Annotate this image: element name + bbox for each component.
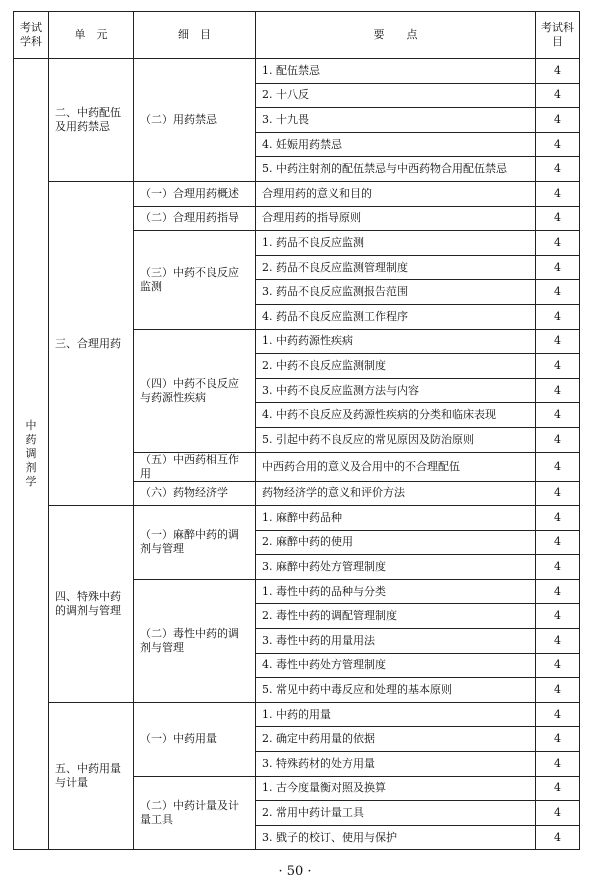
score-cell: 4 bbox=[536, 579, 580, 604]
point-cell: 5. 中药注射剂的配伍禁忌与中西药物合用配伍禁忌 bbox=[256, 157, 536, 182]
score-cell: 4 bbox=[536, 506, 580, 531]
score-cell: 4 bbox=[536, 530, 580, 555]
score-cell: 4 bbox=[536, 481, 580, 506]
score-cell: 4 bbox=[536, 132, 580, 157]
point-cell: 3. 麻醉中药处方管理制度 bbox=[256, 555, 536, 580]
score-cell: 4 bbox=[536, 231, 580, 256]
point-cell: 5. 常见中药中毒反应和处理的基本原则 bbox=[256, 678, 536, 703]
syllabus-table bbox=[13, 11, 580, 850]
point-cell: 1. 古今度量衡对照及换算 bbox=[256, 776, 536, 801]
score-cell: 4 bbox=[536, 255, 580, 280]
score-cell: 4 bbox=[536, 157, 580, 182]
score-cell: 4 bbox=[536, 206, 580, 231]
score-cell: 4 bbox=[536, 108, 580, 133]
point-cell: 合理用药的指导原则 bbox=[256, 206, 536, 231]
table-row bbox=[14, 702, 580, 727]
header-point: 要 点 bbox=[256, 12, 536, 59]
table-body bbox=[14, 59, 580, 850]
score-cell: 4 bbox=[536, 653, 580, 678]
header-unit: 单 元 bbox=[49, 12, 134, 59]
subject-cell bbox=[14, 59, 49, 850]
point-cell: 3. 戥子的校订、使用与保护 bbox=[256, 825, 536, 850]
point-cell: 3. 特殊药材的处方用量 bbox=[256, 752, 536, 777]
table-row bbox=[14, 59, 580, 84]
score-cell: 4 bbox=[536, 329, 580, 354]
point-cell: 2. 常用中药计量工具 bbox=[256, 801, 536, 826]
score-cell: 4 bbox=[536, 452, 580, 481]
score-cell: 4 bbox=[536, 304, 580, 329]
point-cell: 3. 十九畏 bbox=[256, 108, 536, 133]
point-cell: 1. 中药药源性疾病 bbox=[256, 329, 536, 354]
item-cell: （五）中西药相互作用 bbox=[134, 452, 256, 481]
subject-name: 中药调剂学 bbox=[25, 419, 37, 489]
item-cell: （一）合理用药概述 bbox=[134, 181, 256, 206]
page-number: · 50 · bbox=[278, 864, 312, 879]
point-cell: 1. 中药的用量 bbox=[256, 702, 536, 727]
point-cell: 2. 十八反 bbox=[256, 83, 536, 108]
point-cell: 5. 引起中药不良反应的常见原因及防治原则 bbox=[256, 427, 536, 452]
point-cell: 2. 毒性中药的调配管理制度 bbox=[256, 604, 536, 629]
score-cell: 4 bbox=[536, 354, 580, 379]
item-cell: （一）麻醉中药的调剂与管理 bbox=[134, 506, 256, 580]
score-cell: 4 bbox=[536, 776, 580, 801]
point-cell: 1. 毒性中药的品种与分类 bbox=[256, 579, 536, 604]
header-score: 考试科目 bbox=[536, 12, 580, 59]
point-cell: 药物经济学的意义和评价方法 bbox=[256, 481, 536, 506]
score-cell: 4 bbox=[536, 678, 580, 703]
unit-cell: 三、合理用药 bbox=[49, 181, 134, 505]
point-cell: 4. 药品不良反应监测工作程序 bbox=[256, 304, 536, 329]
item-cell: （二）中药计量及计量工具 bbox=[134, 776, 256, 850]
score-cell: 4 bbox=[536, 629, 580, 654]
header-item: 细 目 bbox=[134, 12, 256, 59]
score-cell: 4 bbox=[536, 83, 580, 108]
table-row bbox=[14, 181, 580, 206]
score-cell: 4 bbox=[536, 825, 580, 850]
unit-cell: 五、中药用量与计量 bbox=[49, 702, 134, 850]
score-cell: 4 bbox=[536, 378, 580, 403]
item-cell: （三）中药不良反应监测 bbox=[134, 231, 256, 329]
point-cell: 合理用药的意义和目的 bbox=[256, 181, 536, 206]
item-cell: （二）合理用药指导 bbox=[134, 206, 256, 231]
score-cell: 4 bbox=[536, 555, 580, 580]
point-cell: 4. 妊娠用药禁忌 bbox=[256, 132, 536, 157]
header-subject: 考试学科 bbox=[14, 12, 49, 59]
score-cell: 4 bbox=[536, 280, 580, 305]
score-cell: 4 bbox=[536, 752, 580, 777]
point-cell: 2. 药品不良反应监测管理制度 bbox=[256, 255, 536, 280]
table-header-row bbox=[14, 12, 580, 59]
point-cell: 4. 毒性中药处方管理制度 bbox=[256, 653, 536, 678]
point-cell: 4. 中药不良反应及药源性疾病的分类和临床表现 bbox=[256, 403, 536, 428]
point-cell: 1. 药品不良反应监测 bbox=[256, 231, 536, 256]
point-cell: 3. 中药不良反应监测方法与内容 bbox=[256, 378, 536, 403]
unit-cell: 四、特殊中药的调剂与管理 bbox=[49, 506, 134, 703]
point-cell: 3. 毒性中药的用量用法 bbox=[256, 629, 536, 654]
score-cell: 4 bbox=[536, 702, 580, 727]
score-cell: 4 bbox=[536, 181, 580, 206]
item-cell: （二）毒性中药的调剂与管理 bbox=[134, 579, 256, 702]
point-cell: 2. 麻醉中药的使用 bbox=[256, 530, 536, 555]
score-cell: 4 bbox=[536, 59, 580, 84]
point-cell: 1. 麻醉中药品种 bbox=[256, 506, 536, 531]
score-cell: 4 bbox=[536, 727, 580, 752]
point-cell: 2. 确定中药用量的依据 bbox=[256, 727, 536, 752]
score-cell: 4 bbox=[536, 403, 580, 428]
score-cell: 4 bbox=[536, 427, 580, 452]
unit-cell: 二、中药配伍及用药禁忌 bbox=[49, 59, 134, 182]
item-cell: （二）用药禁忌 bbox=[134, 59, 256, 182]
item-cell: （四）中药不良反应与药源性疾病 bbox=[134, 329, 256, 452]
score-cell: 4 bbox=[536, 801, 580, 826]
point-cell: 2. 中药不良反应监测制度 bbox=[256, 354, 536, 379]
point-cell: 中西药合用的意义及合用中的不合理配伍 bbox=[256, 452, 536, 481]
item-cell: （一）中药用量 bbox=[134, 702, 256, 776]
score-cell: 4 bbox=[536, 604, 580, 629]
point-cell: 1. 配伍禁忌 bbox=[256, 59, 536, 84]
point-cell: 3. 药品不良反应监测报告范围 bbox=[256, 280, 536, 305]
table-row bbox=[14, 506, 580, 531]
item-cell: （六）药物经济学 bbox=[134, 481, 256, 506]
